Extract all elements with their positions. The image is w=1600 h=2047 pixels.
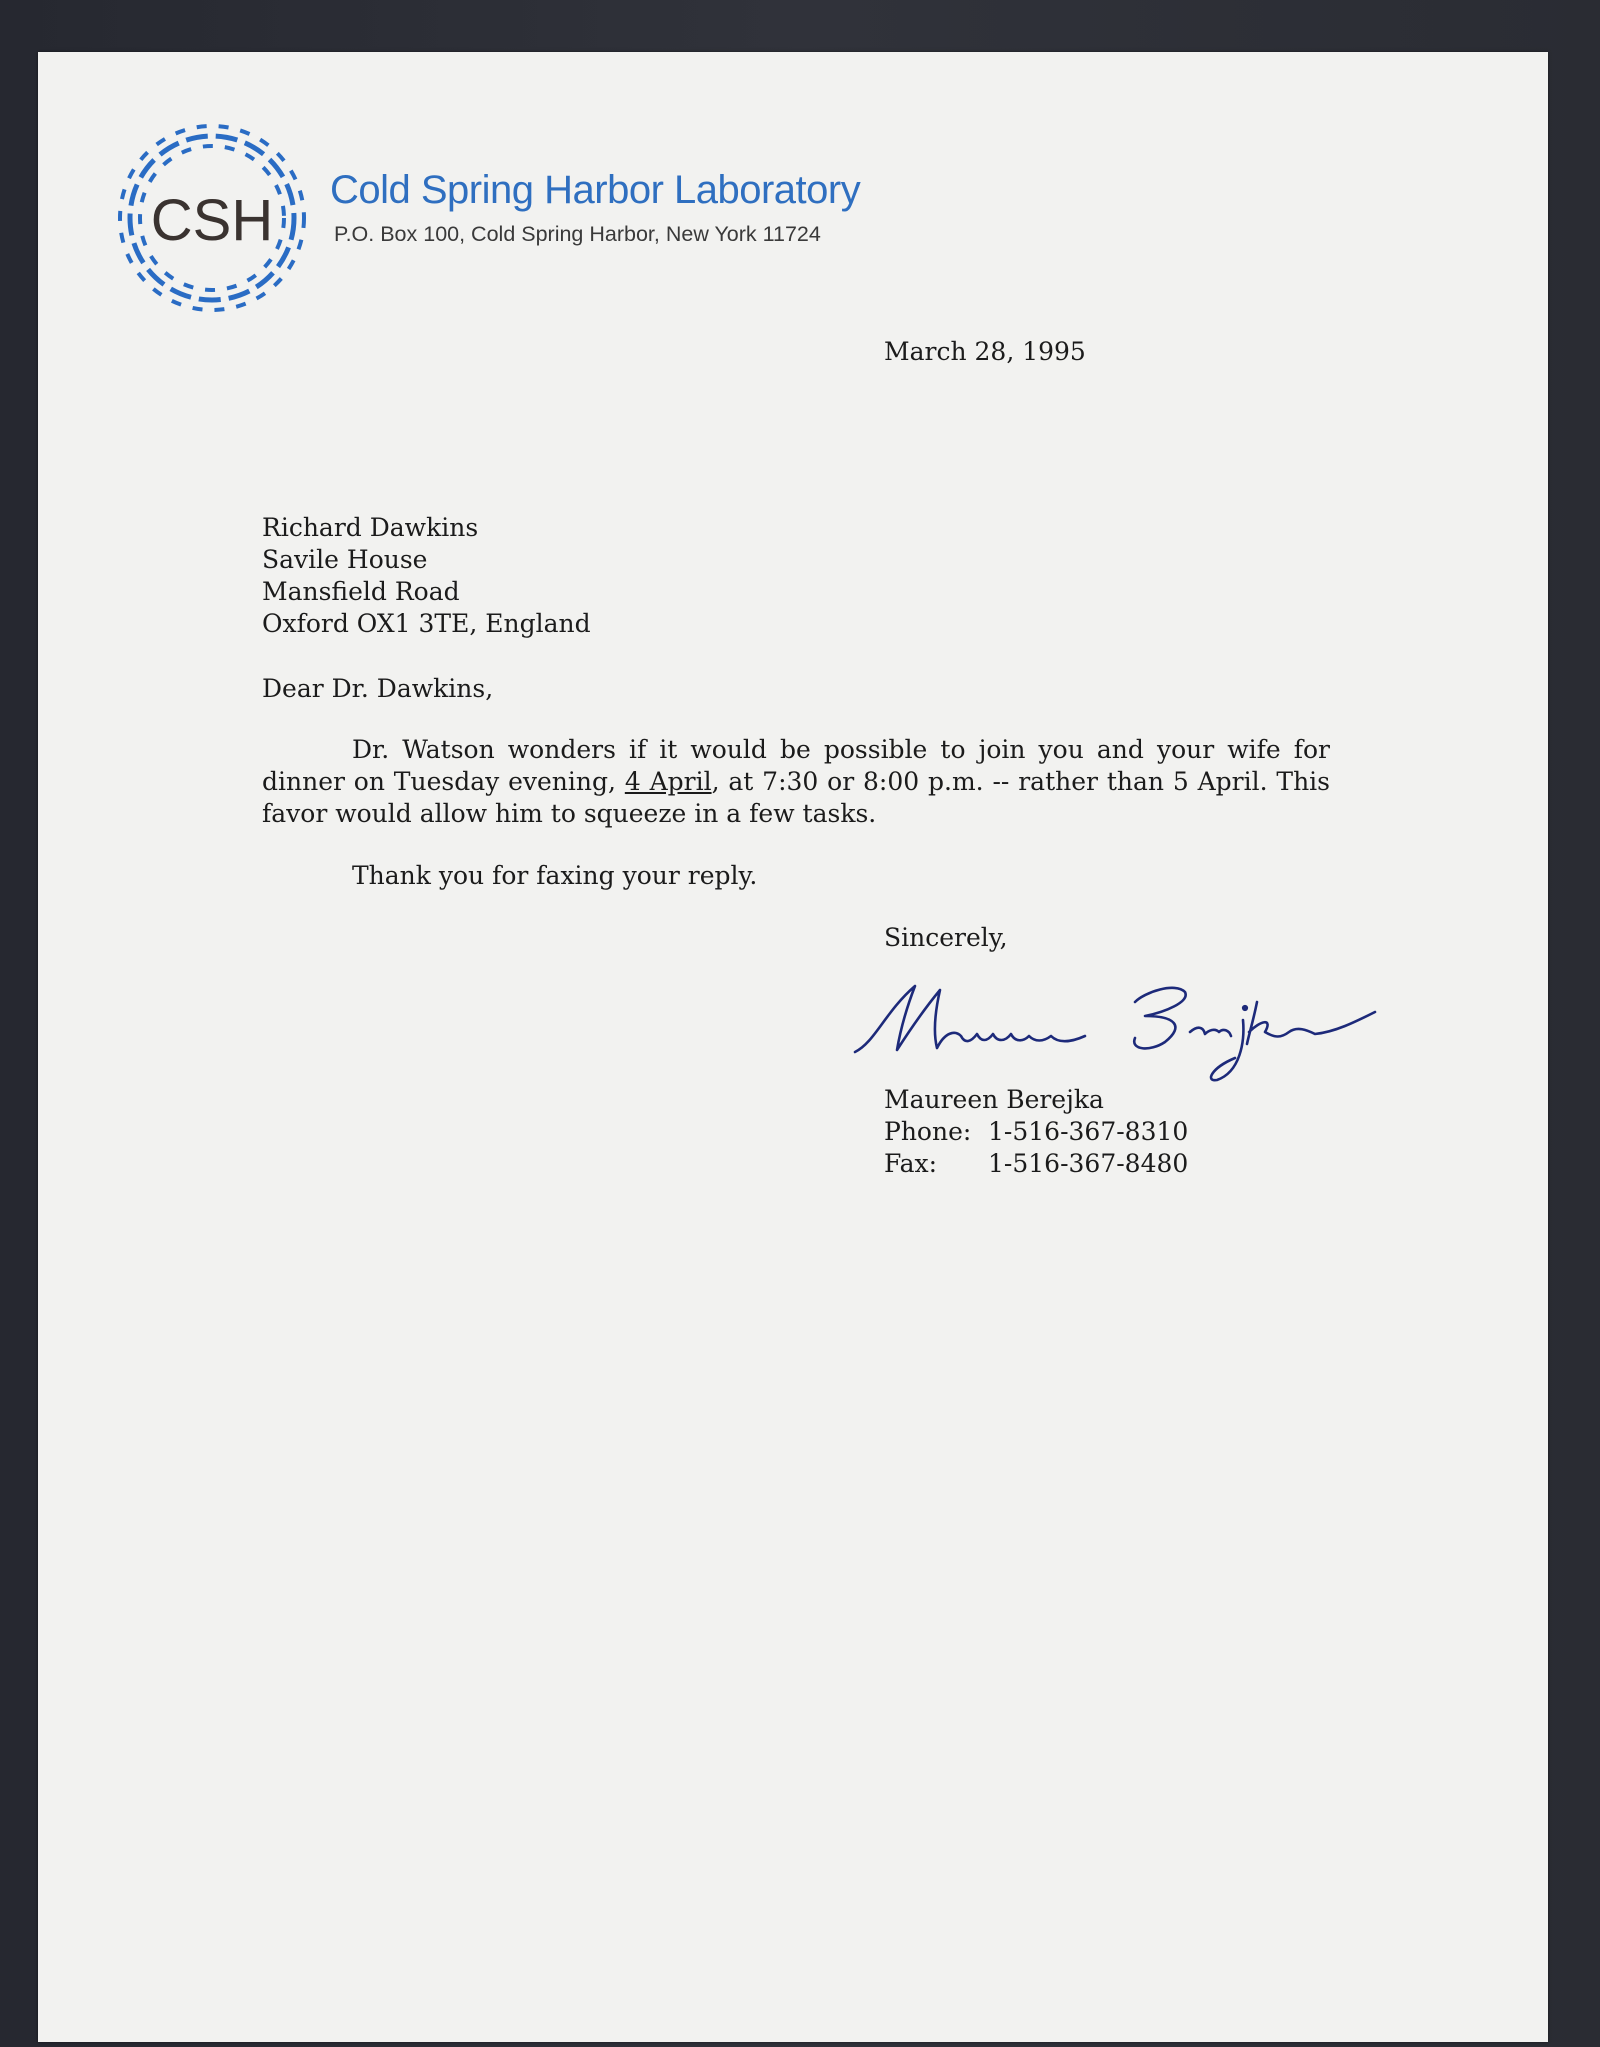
sender-name: Maureen Berejka [884, 1085, 1104, 1114]
body-text: dinner on Tuesday evening, [262, 767, 625, 796]
fax-label: Fax: [884, 1149, 938, 1178]
recipient-line: Mansfield Road [262, 577, 460, 606]
recipient-name: Richard Dawkins [262, 513, 479, 542]
dna-helix-ring-icon [112, 118, 312, 318]
body-line [262, 766, 1330, 798]
phone-row [884, 1116, 1188, 1148]
body-line: Dr. Watson wonders if it would be possible to join you and your wife for [352, 735, 1330, 764]
sender-block [884, 1084, 1188, 1180]
recipient-line: Oxford OX1 3TE, England [262, 609, 591, 638]
organization-address: P.O. Box 100, Cold Spring Harbor, New York 11724 [334, 222, 821, 246]
organization-name: Cold Spring Harbor Laboratory [330, 168, 861, 212]
recipient-address [262, 512, 591, 640]
body-line: favor would allow him to squeeze in a few tasks. [262, 799, 877, 828]
phone-label: Phone: [884, 1117, 972, 1146]
logo-text: CSH [150, 188, 274, 253]
salutation: Dear Dr. Dawkins, [262, 674, 494, 703]
thanks-line: Thank you for faxing your reply. [352, 861, 758, 890]
phone-number: 1-516-367-8310 [988, 1117, 1189, 1146]
fax-row [884, 1148, 1188, 1180]
letter-date: March 28, 1995 [884, 337, 1086, 366]
body-text: , at 7:30 or 8:00 p.m. -- rather than 5 April. This [711, 767, 1330, 796]
handwritten-signature [845, 972, 1385, 1092]
underlined-date: 4 April [624, 767, 712, 796]
fax-number: 1-516-367-8480 [988, 1149, 1189, 1178]
recipient-line: Savile House [262, 545, 428, 574]
body-paragraph [262, 734, 1330, 830]
closing: Sincerely, [884, 923, 1008, 952]
